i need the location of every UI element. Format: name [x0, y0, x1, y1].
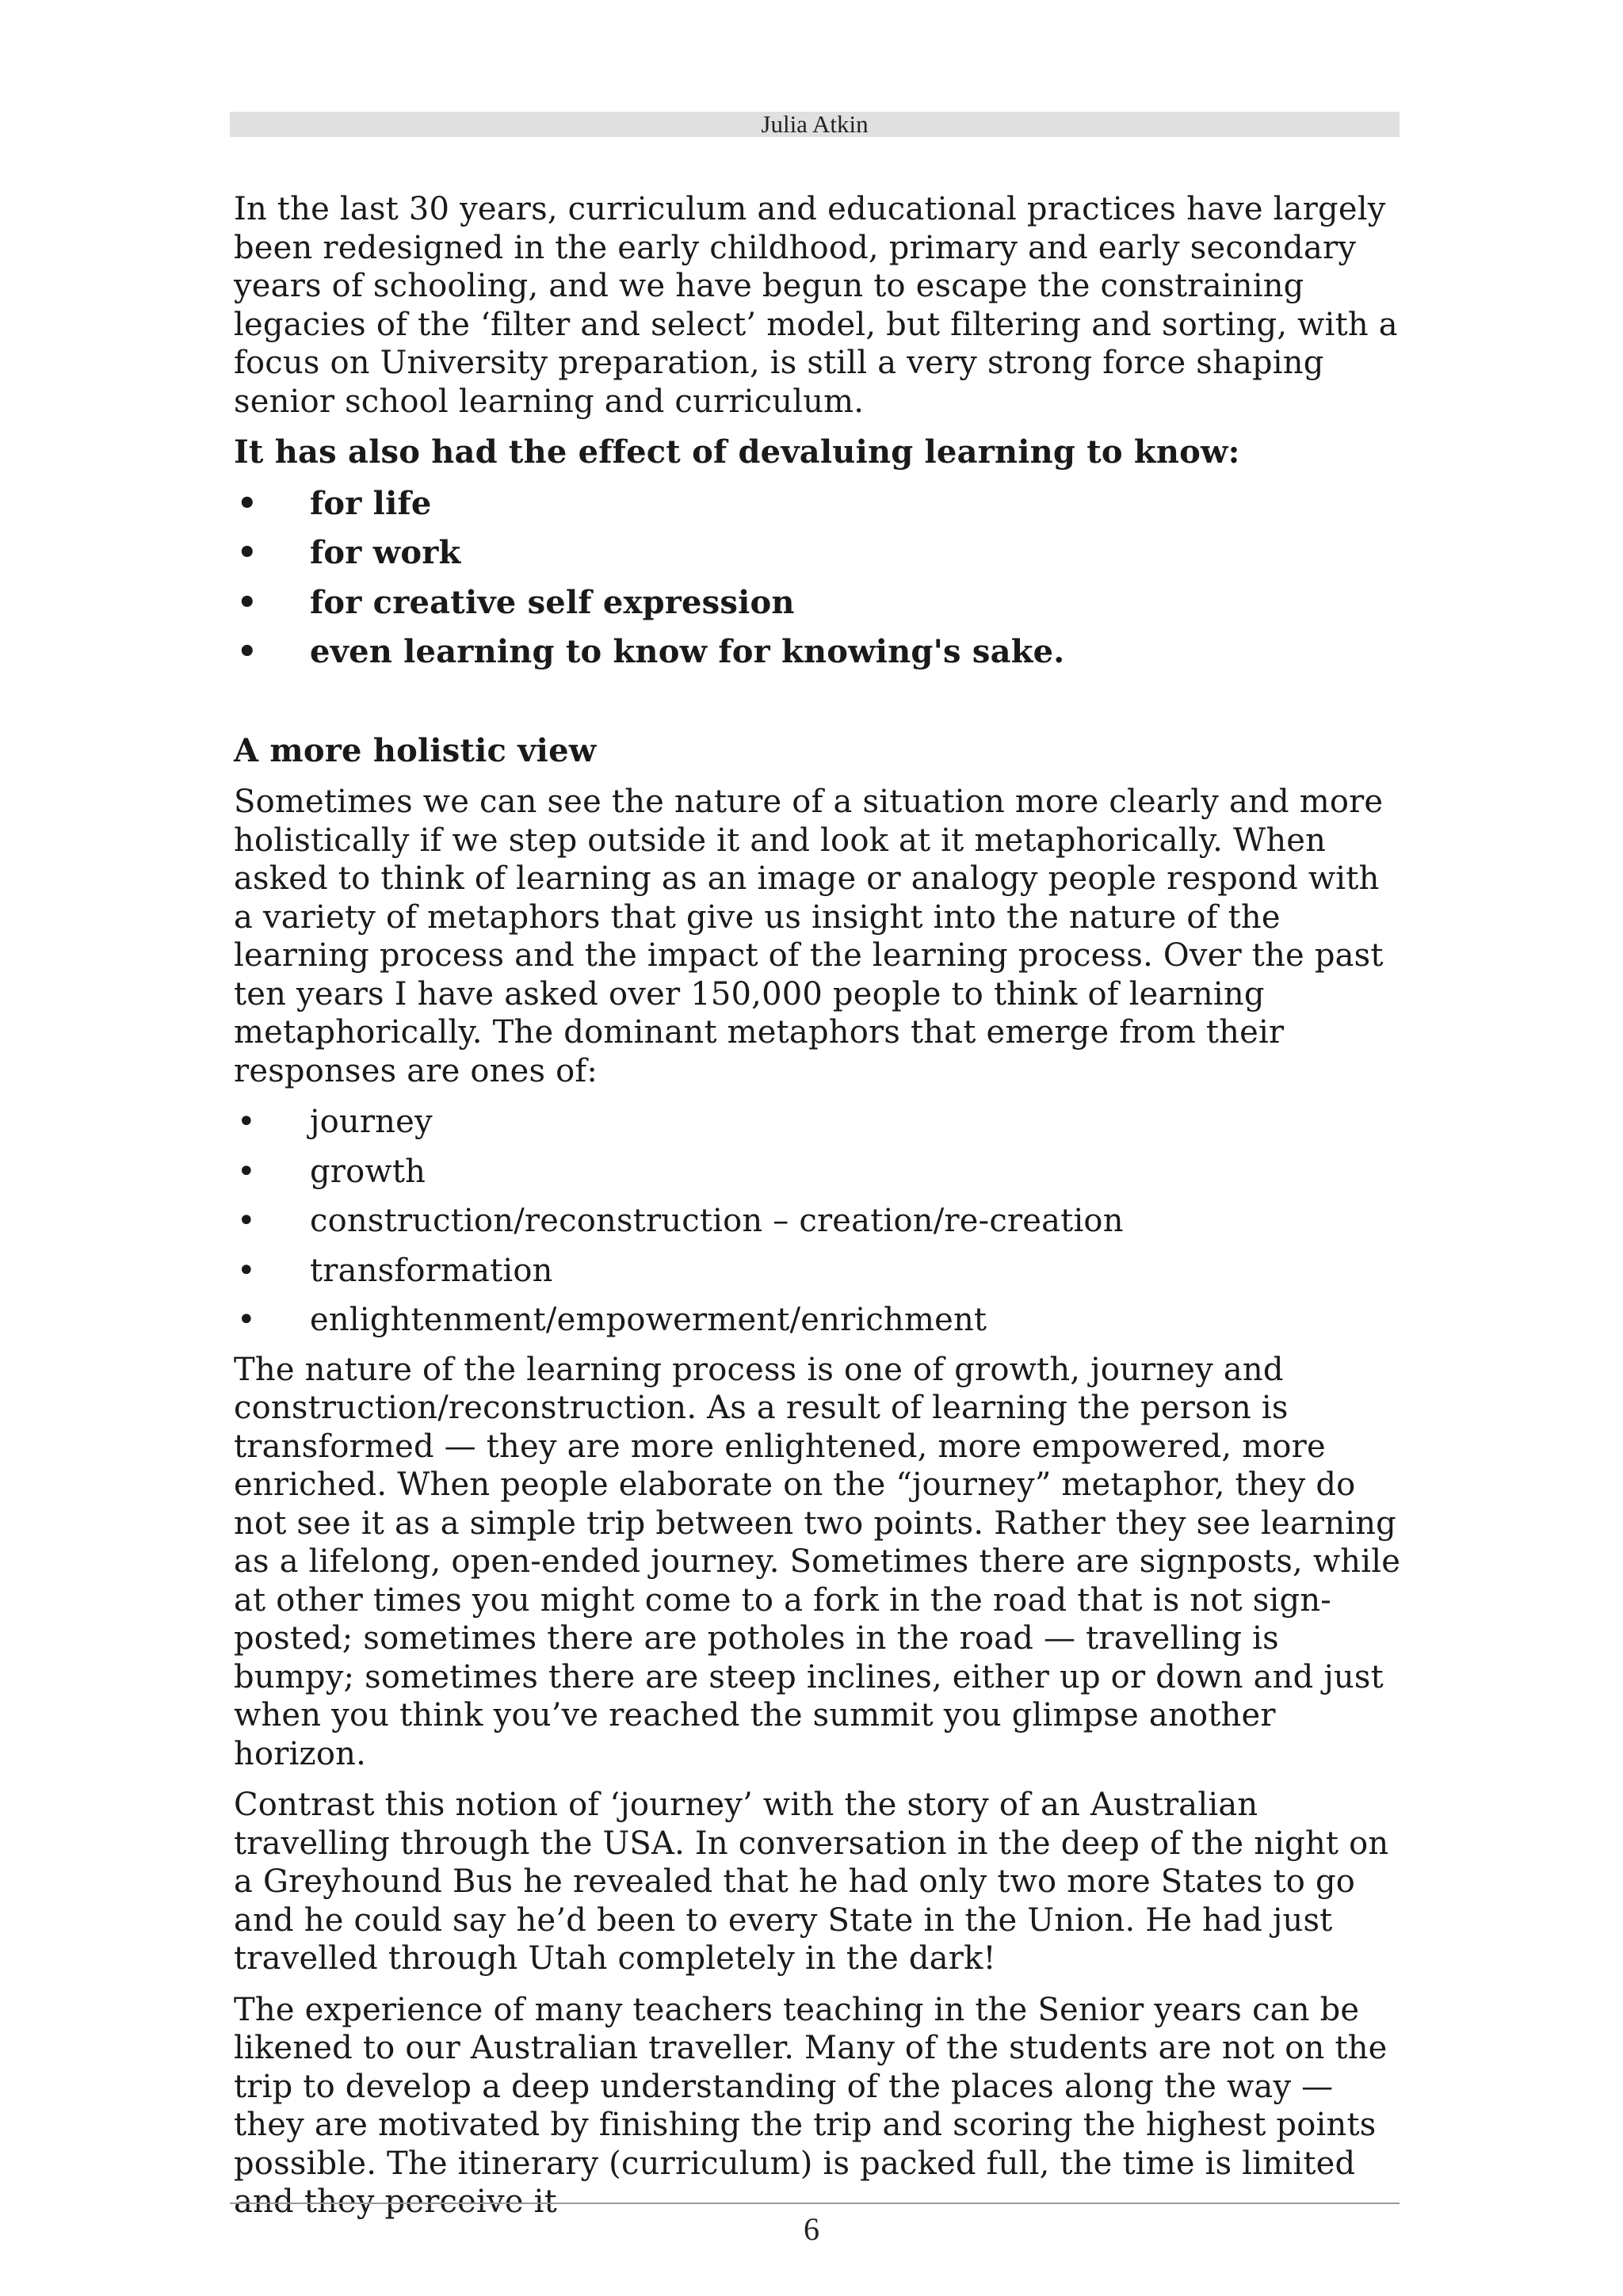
- list-item: [234, 633, 1407, 672]
- list-item-text: for life: [310, 484, 432, 522]
- intro-paragraph: In the last 30 years, curriculum and educational practices have largely been redesigned in the early childhood, primary and early secondary years of schooling, and we have begun to escape the constraining legacies of the ‘filter and select’ model, but filtering and sorting, with a focus on University preparation, is still a very strong force shaping senior school learning and curriculum.: [234, 191, 1398, 420]
- list-item-text: construction/reconstruction – creation/re-creation: [310, 1203, 1124, 1239]
- devaluing-list: [234, 485, 1407, 672]
- list-item: [234, 1153, 1407, 1192]
- list-item-text: for work: [310, 534, 461, 571]
- section-spacer: [234, 683, 1407, 732]
- list-item: [234, 485, 1407, 524]
- experience-paragraph: The experience of many teachers teaching in the Senior years can be likened to our Australian traveller. Many of the students are not on the trip to develop a deep understanding of the places along the way — they are motivated by finishing the trip and scoring the highest points possible. The itinerary (curriculum) is packed full, the time is limited and they perceive it: [234, 1991, 1388, 2220]
- list-item-text: for creative self expression: [310, 583, 795, 621]
- contrast-paragraph: Contrast this notion of ‘journey’ with the story of an Australian travelling through the USA. In conversation in the deep of the night on a Greyhound Bus he revealed that he had only two more States to go and he could say he’d been to every State in the Union. He had just travelled through Utah completely in the dark!: [234, 1787, 1389, 1977]
- list-item: [234, 534, 1407, 573]
- bullet-glyph: •: [237, 633, 258, 670]
- list-item-text: journey: [310, 1104, 433, 1140]
- section-heading: A more holistic view: [234, 731, 597, 769]
- devaluing-lead: It has also had the effect of devaluing learning to know:: [234, 433, 1240, 471]
- bullet-glyph: •: [237, 1252, 256, 1289]
- list-item: [234, 1103, 1407, 1142]
- list-item-text: transformation: [310, 1252, 553, 1289]
- list-item-text: growth: [310, 1153, 426, 1190]
- footer-divider: [230, 2203, 1400, 2204]
- bullet-glyph: •: [237, 1302, 256, 1338]
- body-content: [234, 190, 1407, 2234]
- page-number: 6: [804, 2211, 819, 2247]
- bullet-glyph: •: [237, 484, 258, 522]
- bullet-glyph: •: [237, 1104, 256, 1140]
- nature-paragraph: The nature of the learning process is one of growth, journey and construction/reconstruction. As a result of learning the person is transformed — they are more enlightened, more empowered, more enriched. When people elaborate on the “journey” metaphor, they do not see it as a simple trip between two points. Rather they see learning as a lifelong, open-ended journey. Sometimes there are signposts, while at other times you might come to a fork in the road that is not sign-posted; sometimes there are potholes in the road — travelling is bumpy; sometimes there are steep inclines, either up or down and just when you think you’ve reached the summit you glimpse another horizon.: [234, 1351, 1401, 1772]
- list-item: [234, 1252, 1407, 1291]
- header-author: Julia Atkin: [761, 110, 869, 138]
- list-item: [234, 1301, 1407, 1340]
- bullet-glyph: •: [237, 583, 258, 621]
- metaphor-list: [234, 1103, 1407, 1340]
- holistic-paragraph: Sometimes we can see the nature of a situation more clearly and more holistically if we step outside it and look at it metaphorically. When asked to think of learning as an image or analogy people respond with a variety of metaphors that give us insight into the nature of the learning process and the impact of the learning process. Over the past ten years I have asked over 150,000 people to think of learning metaphorically. The dominant metaphors that emerge from their responses are ones of:: [234, 784, 1384, 1089]
- list-item-text: even learning to know for knowing's sake.: [310, 633, 1065, 670]
- running-header: [230, 112, 1400, 137]
- list-item: [234, 1202, 1407, 1241]
- bullet-glyph: •: [237, 1203, 256, 1239]
- list-item-text: enlightenment/empowerment/enrichment: [310, 1302, 987, 1338]
- list-item: [234, 584, 1407, 623]
- bullet-glyph: •: [237, 1153, 256, 1190]
- bullet-glyph: •: [237, 534, 258, 571]
